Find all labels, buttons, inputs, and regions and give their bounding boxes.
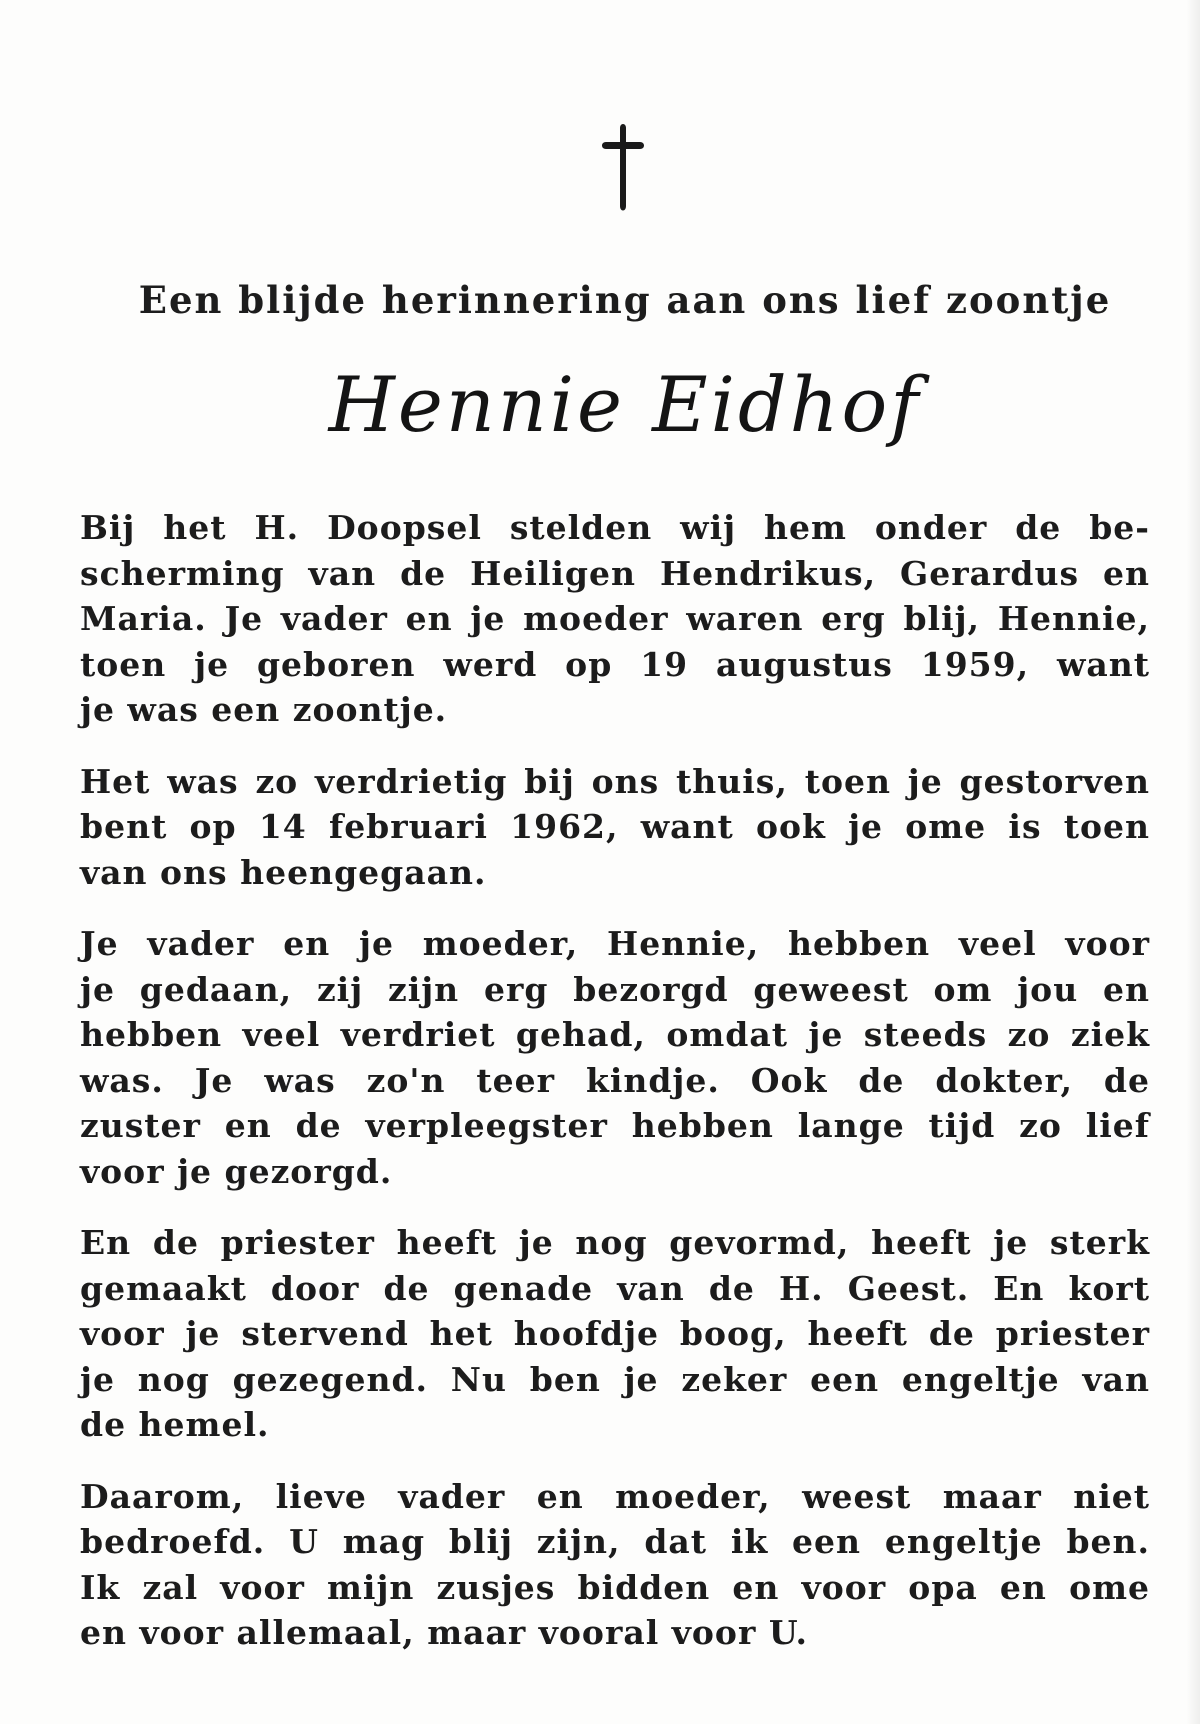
text-line: zuster en de verpleegster hebben lange tijd zo lief — [80, 1106, 1150, 1145]
paragraph-care — [80, 921, 1150, 1194]
text-line: Bij het H. Doopsel stelden wij hem onder de be- — [80, 508, 1150, 547]
card-body — [80, 505, 1150, 1682]
paragraph-closing — [80, 1474, 1150, 1656]
text-line: Het was zo verdrietig bij ons thuis, toen je gestorven — [80, 761, 1150, 801]
latin-cross-icon — [598, 122, 648, 212]
text-line: van ons heengegaan. — [80, 852, 487, 892]
text-line: was. Je was zo'n teer kindje. Ook de dokter, de — [80, 1060, 1150, 1100]
text-line: En de priester heeft je nog gevormd, heeft je sterk — [80, 1223, 1150, 1262]
deceased-name: Hennie Eidhof — [328, 360, 922, 449]
paragraph-death — [80, 759, 1150, 896]
text-line: je nog gezegend. Nu ben je zeker een engeltje van — [80, 1359, 1150, 1399]
text-line: Ik zal voor mijn zusjes bidden en voor opa en ome — [80, 1567, 1150, 1607]
text-line: Je vader en je moeder, Hennie, hebben veel voor — [80, 924, 1150, 963]
text-line: scherming van de Heiligen Hendrikus, Gerardus en — [80, 553, 1150, 593]
text-line: de hemel. — [80, 1405, 270, 1444]
card-edge — [1186, 0, 1200, 1724]
text-line: toen je geboren werd op 19 augustus 1959, want — [80, 644, 1150, 684]
text-line: voor je gezorgd. — [80, 1151, 393, 1191]
text-line: gemaakt door de genade van de H. Geest. En kort — [80, 1268, 1150, 1308]
text-line: hebben veel verdriet gehad, omdat je steeds zo ziek — [80, 1015, 1150, 1054]
text-line: en voor allemaal, maar vooral voor U. — [80, 1613, 809, 1652]
text-line: je was een zoontje. — [80, 690, 448, 729]
text-line: Maria. Je vader en je moeder waren erg blij, Hennie, — [80, 599, 1150, 638]
text-line: Daarom, lieve vader en moeder, weest maar niet — [80, 1476, 1150, 1516]
text-line: je gedaan, zij zijn erg bezorgd geweest om jou en — [80, 969, 1150, 1009]
card-subtitle: Een blijde herinnering aan ons lief zoontje — [138, 278, 1112, 322]
paragraph-baptism — [80, 505, 1150, 733]
text-line: bedroefd. U mag blij zijn, dat ik een engeltje ben. — [80, 1522, 1150, 1561]
text-line: bent op 14 februari 1962, want ook je ome is toen — [80, 807, 1150, 846]
paragraph-priest — [80, 1220, 1150, 1448]
text-line: voor je stervend het hoofdje boog, heeft de priester — [80, 1314, 1150, 1353]
